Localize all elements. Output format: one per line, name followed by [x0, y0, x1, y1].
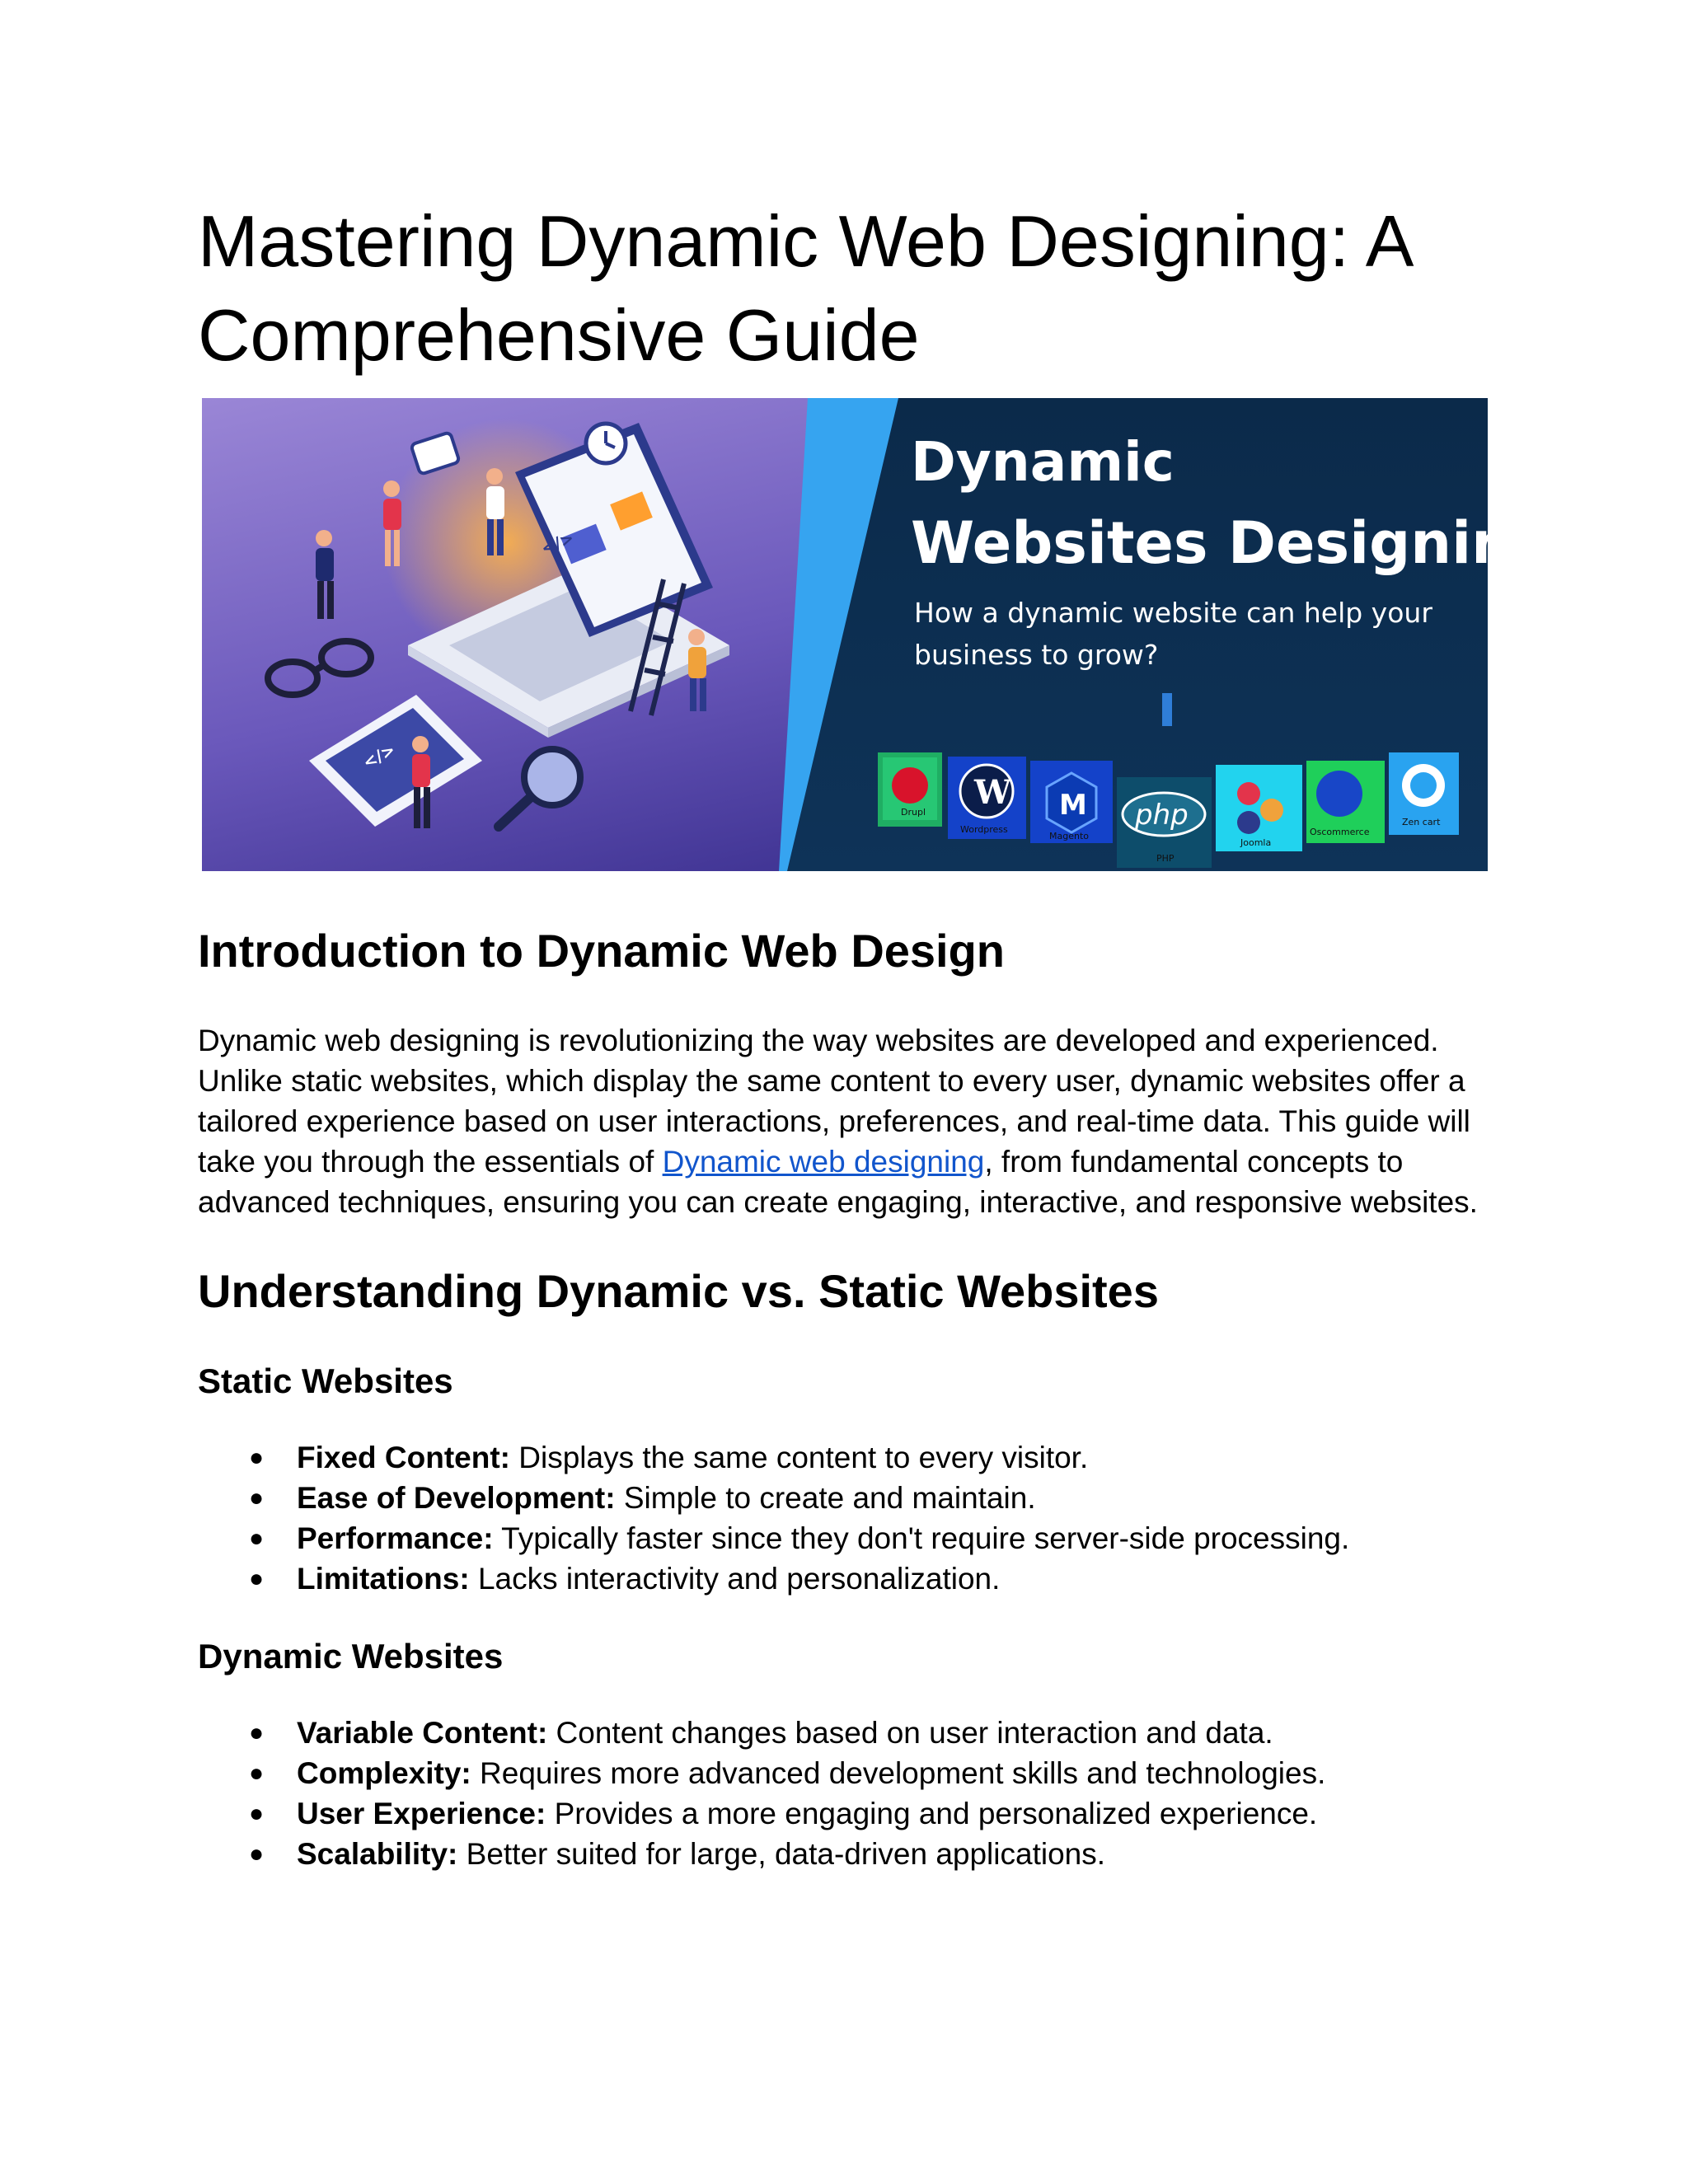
static-websites-list: [198, 1437, 1517, 1599]
document-title: Mastering Dynamic Web Designing: A Comprehensive Guide: [198, 200, 1410, 376]
intro-paragraph: Dynamic web designing is revolutionizing the way websites are developed and experienced. Unlike static websites, which display the same content to every user, dynamic websites offer a tailored experience based on user interactions, preferences, and real-time data. This guide will take you through the essentials of Dynamic web designing, from fundamental concepts to advanced techniques, ensuring you can create engaging, interactive, and responsive websites.: [198, 1024, 1478, 1219]
dynamic-web-designing-link[interactable]: Dynamic web designing: [662, 1145, 985, 1179]
badge-zen-cart: Zen cart: [1402, 817, 1441, 827]
hero-banner-image: [202, 398, 1554, 871]
php-logo-text: php: [1135, 799, 1189, 832]
dynamic-websites-heading: Dynamic Websites: [198, 1637, 504, 1675]
badge-drupal: Drupl: [901, 807, 926, 818]
static-websites-heading: Static Websites: [198, 1361, 453, 1400]
list-item: ● Fixed Content: Displays the same content to every visitor.: [249, 1441, 1089, 1474]
hero-subtitle-line1: How a dynamic website can help your: [914, 597, 1432, 629]
hero-heading-line2: Websites Designing: [911, 509, 1554, 577]
badge-wordpress: Wordpress: [960, 824, 1008, 835]
clock-illustration: [586, 424, 626, 463]
list-item: ● User Experience: Provides a more engaging and personalized experience.: [249, 1797, 1318, 1830]
list-item: ● Ease of Development: Simple to create and maintain.: [249, 1481, 1036, 1515]
badge-php: PHP: [1156, 853, 1175, 864]
comparison-heading: Understanding Dynamic vs. Static Websites: [198, 1265, 1159, 1317]
svg-text:</>: </>: [359, 739, 399, 773]
svg-text:W: W: [974, 773, 1011, 812]
badge-magento: Magento: [1049, 831, 1089, 841]
svg-text:M: M: [1059, 789, 1087, 822]
dynamic-websites-list: [198, 1713, 1517, 1874]
badge-oscommerce: Oscommerce: [1310, 827, 1370, 837]
hero-subtitle-line2: business to grow?: [914, 639, 1159, 671]
laptop-code-tag: </>: [537, 527, 577, 559]
list-item: ● Performance: Typically faster since they don't require server-side processing.: [249, 1521, 1350, 1555]
hero-heading-line1: Dynamic: [911, 430, 1175, 494]
list-item: ● Complexity: Requires more advanced development skills and technologies.: [249, 1756, 1326, 1790]
intro-heading: Introduction to Dynamic Web Design: [198, 925, 1006, 977]
badge-joomla: Joomla: [1240, 837, 1272, 848]
list-item: ● Variable Content: Content changes based on user interaction and data.: [249, 1716, 1273, 1750]
list-item: ● Scalability: Better suited for large, data-driven applications.: [249, 1837, 1106, 1871]
list-item: ● Limitations: Lacks interactivity and personalization.: [249, 1562, 1001, 1596]
